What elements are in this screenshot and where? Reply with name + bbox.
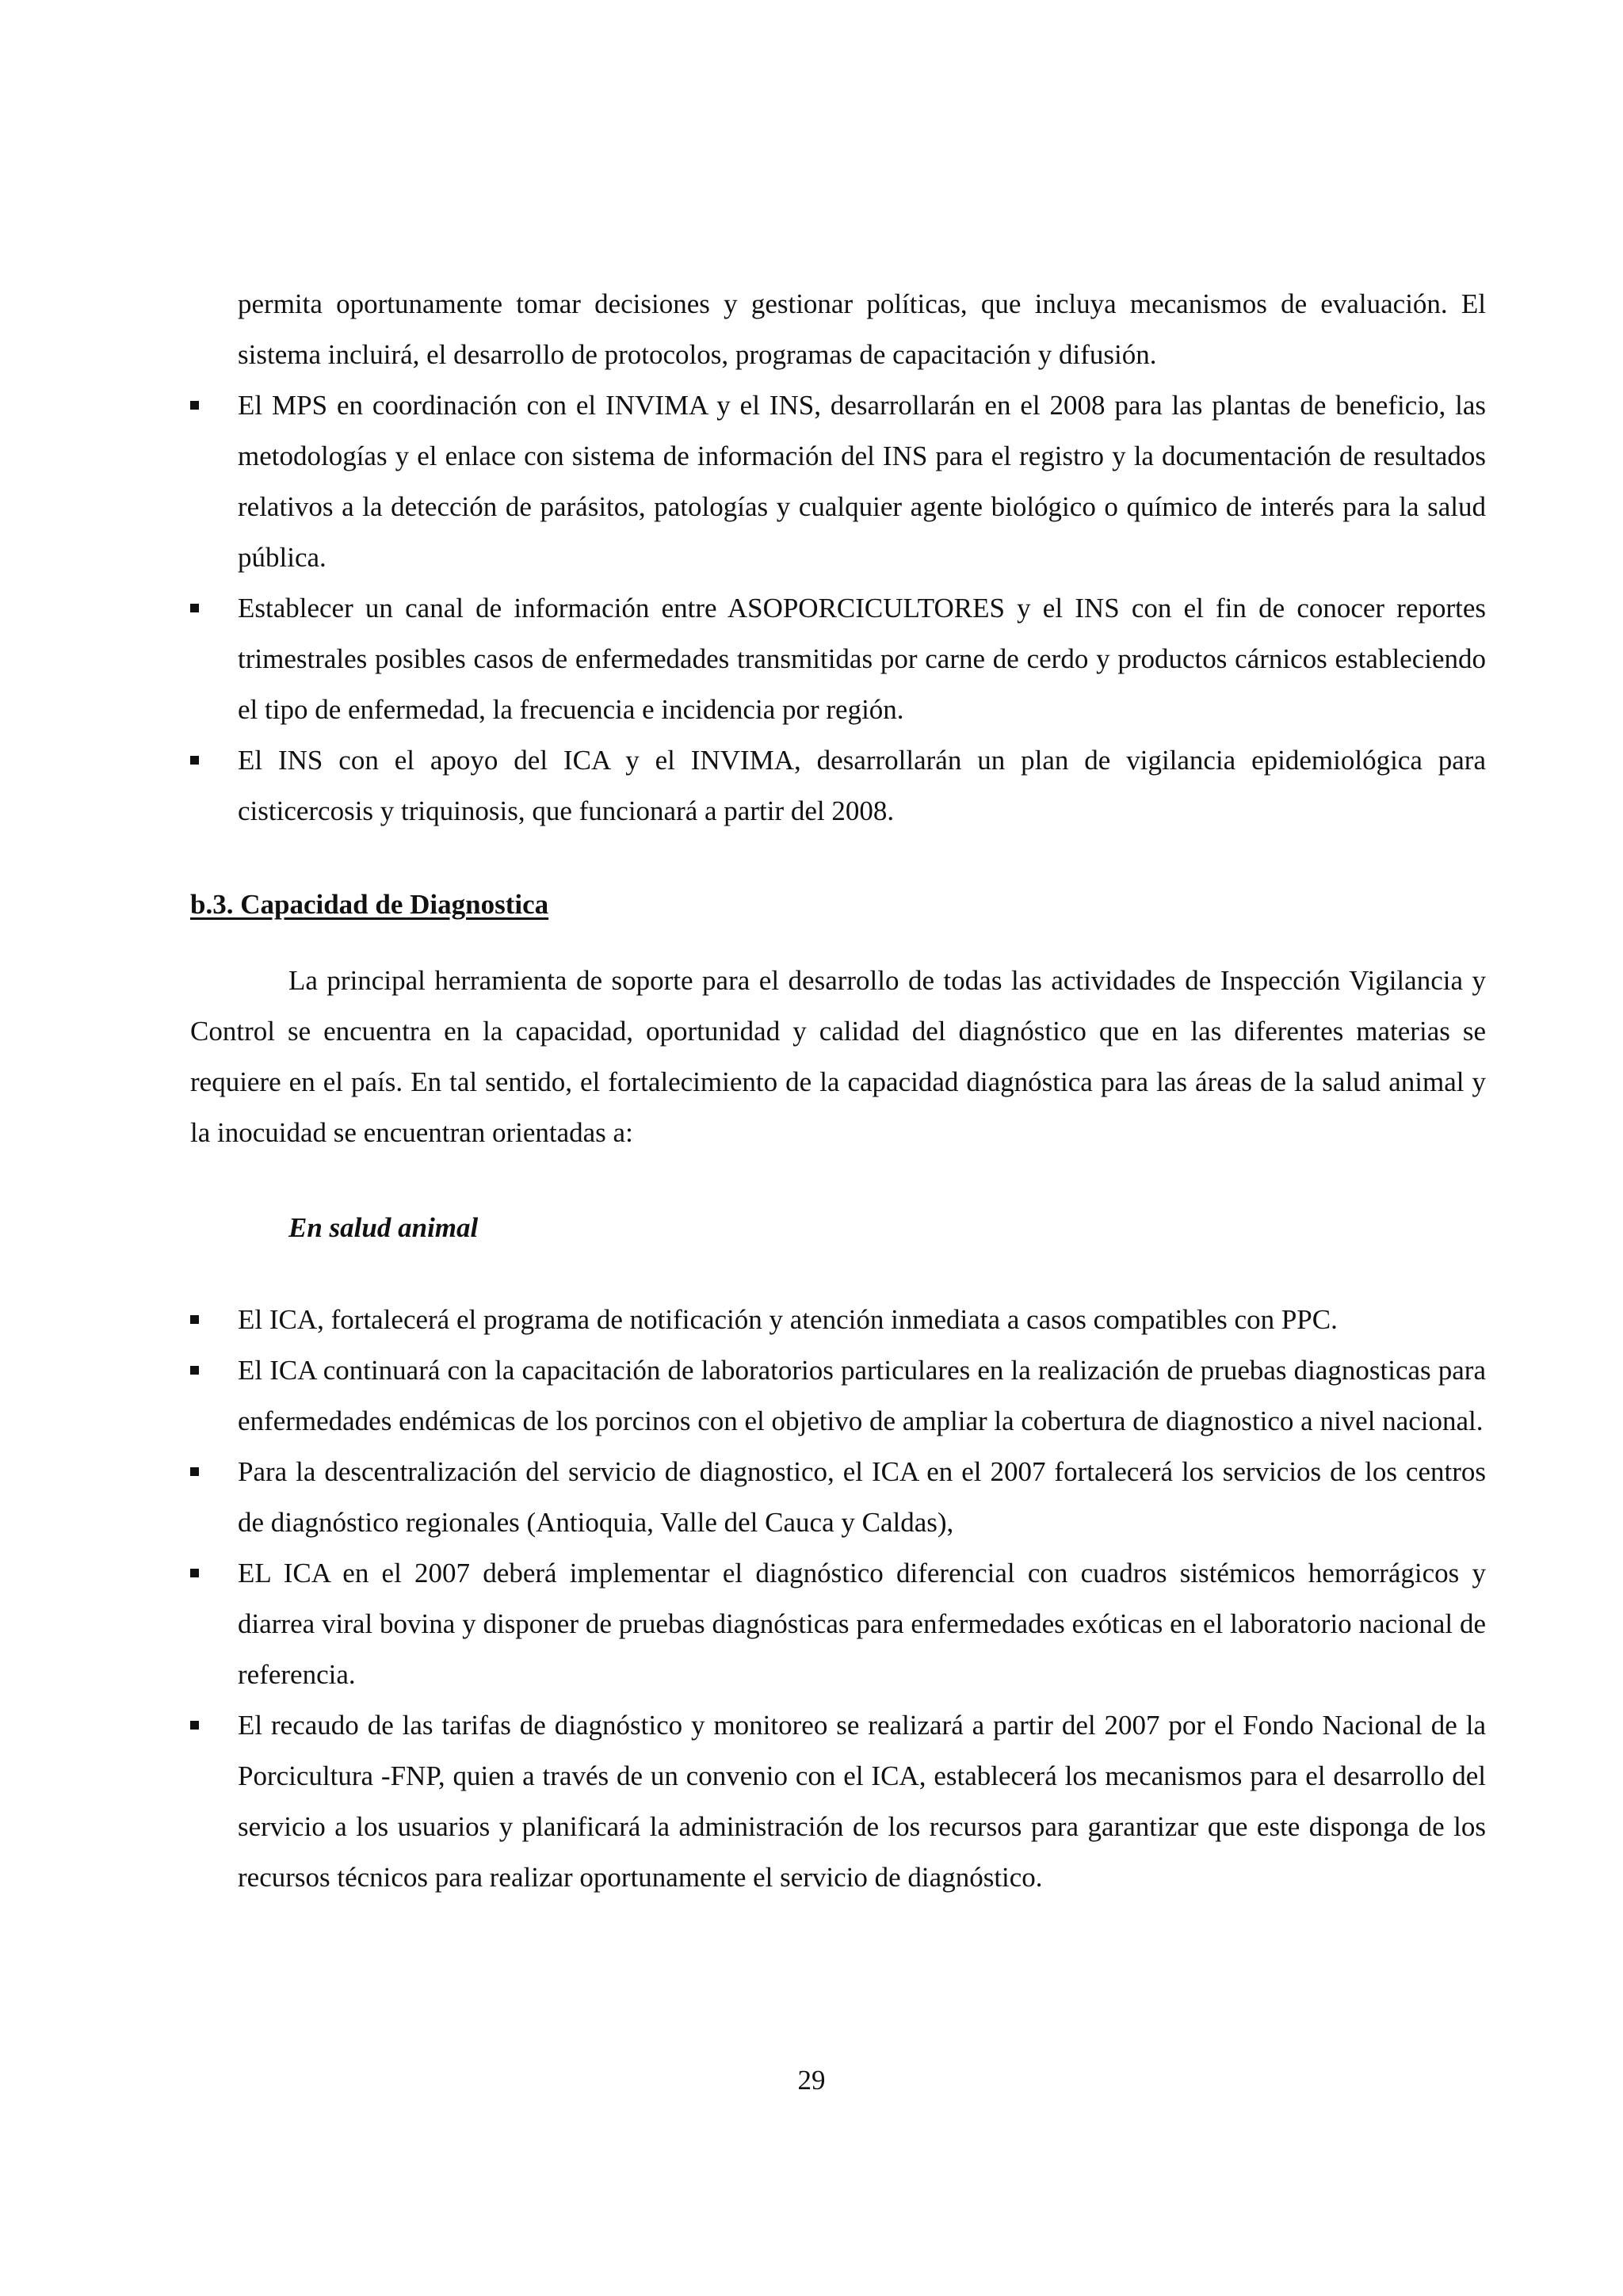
continuation-paragraph: permita oportunamente tomar decisiones y gestionar políticas, que incluya mecanismos de evaluación. El sistema incluirá, el desarrollo de protocolos, programas de capacitación y difusión. [238,288,1486,370]
list-item-text: Para la descentralización del servicio de diagnostico, el ICA en el 2007 fortalecerá los servicios de los centros de diagnóstico regionales (Antioquia, Valle del Cauca y Caldas), [238,1456,1486,1538]
bullet-square-icon [190,1721,199,1730]
subheading: En salud animal [288,1212,479,1243]
list-item [190,380,1486,583]
bullet-square-icon [190,1569,199,1577]
list-item-text: EL ICA en el 2007 deberá implementar el diagnóstico diferencial con cuadros sistémicos hemorrágicos y diarrea viral bovina y disponer de pruebas diagnósticas para enfermedades exóticas en el laboratorio nacional de referencia. [238,1558,1486,1690]
intro-paragraph: La principal herramienta de soporte para el desarrollo de todas las actividades de Inspección Vigilancia y Control se encuentra en la capacidad, oportunidad y calidad del diagnóstico que en las diferentes materias se requiere en el país. En tal sentido, el fortalecimiento de la capacidad diagnóstica para las áreas de la salud animal y la inocuidad se encuentran orientadas a: [190,965,1486,1148]
list-item-text: El ICA, fortalecerá el programa de notificación y atención inmediata a casos compatibles con PPC. [238,1304,1338,1335]
list-item [190,1548,1486,1700]
page-content [190,279,1486,1903]
list-item [190,583,1486,735]
list-item [190,1295,1486,1345]
bullet-square-icon [190,1366,199,1375]
bullet-square-icon [190,1315,199,1324]
list-item-text: El MPS en coordinación con el INVIMA y el INS, desarrollarán en el 2008 para las plantas de beneficio, las metodologías y el enlace con sistema de información del INS para el registro y la documentación de resultados relativos a la detección de parásitos, patologías y cualquier agente biológico o químico de interés para la salud pública. [238,390,1486,573]
bullet-list-top [190,380,1486,837]
list-item [190,1700,1486,1903]
list-item [190,1345,1486,1447]
list-item-text: Establecer un canal de información entre ASOPORCICULTORES y el INS con el fin de conocer reportes trimestrales posibles casos de enfermedades transmitidas por carne de cerdo y productos cárnicos estableciendo el tipo de enfermedad, la frecuencia e incidencia por región. [238,593,1486,725]
bullet-list-bottom [190,1295,1486,1903]
list-item-text: El INS con el apoyo del ICA y el INVIMA, desarrollarán un plan de vigilancia epidemiológica para cisticercosis y triquinosis, que funcionará a partir del 2008. [238,745,1486,826]
bullet-square-icon [190,604,199,612]
bullet-square-icon [190,756,199,765]
list-item-text: El ICA continuará con la capacitación de laboratorios particulares en la realización de pruebas diagnosticas para enfermedades endémicas de los porcinos con el objetivo de ampliar la cobertura de diagnostico a nivel nacional. [238,1355,1486,1436]
bullet-square-icon [190,1467,199,1476]
bullet-square-icon [190,401,199,410]
section-heading: b.3. Capacidad de Diagnostica [190,889,549,920]
list-item [190,1447,1486,1548]
page-number: 29 [797,2065,826,2096]
list-item [190,735,1486,837]
list-item-text: El recaudo de las tarifas de diagnóstico y monitoreo se realizará a partir del 2007 por el Fondo Nacional de la Porcicultura -FNP, quien a través de un convenio con el ICA, establecerá los mecanismos para el desarrollo del servicio a los usuarios y planificará la administración de los recursos para garantizar que este disponga de los recursos técnicos para realizar oportunamente el servicio de diagnóstico. [238,1710,1486,1893]
